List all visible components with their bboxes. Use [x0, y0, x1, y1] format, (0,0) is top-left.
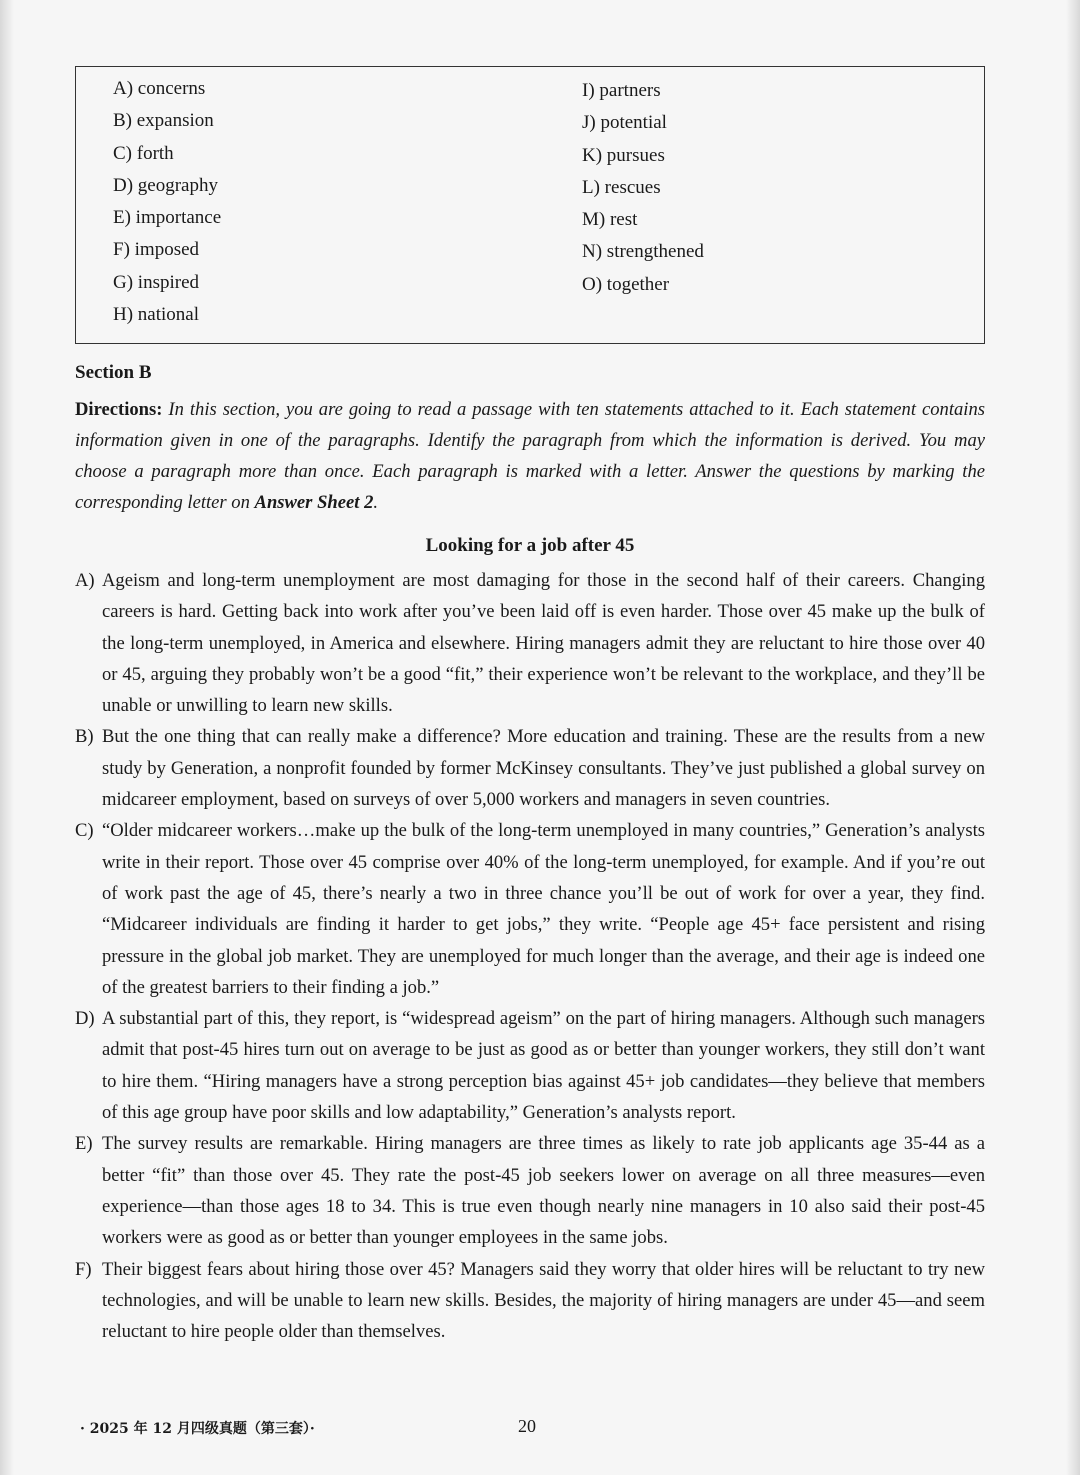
word-option: G) inspired [113, 271, 200, 293]
answer-sheet-reference: Answer Sheet 2 [254, 492, 374, 513]
paragraph-text: The survey results are remarkable. Hiring managers are three times as likely to rate job applicants age 35-44 as a better “fit” than those over 45. They rate the post-45 job seekers lower on average on all three measures—even experience—than those ages 18 to 34. This is true even though nearly nine managers in 10 also said their post-45 workers were as good as or better than younger employees in the same jobs. [102, 1133, 985, 1249]
paragraph-c [75, 815, 985, 1003]
paragraph-e [75, 1128, 985, 1253]
page-edge-left [0, 0, 14, 1475]
word-bank-right-column [582, 77, 704, 303]
paragraph-letter: F) [75, 1258, 92, 1280]
word-option: F) imposed [113, 239, 200, 261]
passage-paragraphs [75, 565, 985, 1347]
word-option: H) national [113, 304, 200, 326]
word-option: N) strengthened [582, 241, 704, 263]
paragraph-letter: C) [75, 820, 94, 842]
paragraph-letter: E) [75, 1133, 93, 1155]
passage-title: Looking for a job after 45 [425, 535, 635, 556]
paragraph-text: Ageism and long-term unemployment are most damaging for those in the second half of their careers. Changing careers is hard. Getting back into work after you’ve been laid off is even harder. Those over 45 make up the bulk of the long-term unemployed, in America and elsewhere. Hiring managers admit they are reluctant to hire those over 40 or 45, arguing they probably won’t be a good “fit,” their experience won’t be relevant to the workplace, and they’ll be unable or unwilling to learn new skills. [102, 570, 985, 717]
word-option: I) partners [582, 80, 661, 101]
directions-end: . [373, 492, 379, 513]
word-option: E) importance [113, 207, 222, 229]
directions-label: Directions: [75, 399, 163, 420]
word-option: B) expansion [113, 110, 214, 132]
directions-text [75, 394, 985, 518]
word-option: L) rescues [582, 176, 661, 198]
word-option: C) forth [113, 142, 174, 164]
paragraph-text: “Older midcareer workers…make up the bulk of the long-term unemployed in many countries,” Generation’s analysts write in their report. Those over 45 comprise over 40% of the long-term unemployed, for example. And if you’re out of work past the age of 45, there’s nearly a two in three chance you’ll be out of work for over a year, they find. “Midcareer individuals are finding it harder to get jobs,” they write. “People age 45+ face persistent and rising pressure in the global job market. They are unemployed for much longer than the average, and their age is indeed one of the greatest barriers to their finding a job.” [102, 820, 985, 998]
word-option: A) concerns [113, 78, 206, 99]
paragraph-a [75, 565, 985, 721]
paragraph-letter: B) [75, 726, 94, 748]
paragraph-letter: A) [75, 570, 95, 591]
footer-exam-label: · 2025 年 12 月四级真题（第三套）· [80, 1421, 315, 1437]
paragraph-d [75, 1003, 985, 1128]
paragraph-text: Their biggest fears about hiring those over 45? Managers said they worry that older hires will be reluctant to try new technologies, and will be unable to learn new skills. Besides, the majority of hiring managers are under 45—and seem reluctant to hire people older than themselves. [102, 1258, 985, 1343]
page-edge-right [1066, 0, 1080, 1475]
paragraph-b [75, 721, 985, 815]
word-bank-box [75, 66, 985, 344]
directions-body: In this section, you are going to read a passage with ten statements attached to it. Each statement contains information given in one of the paragraphs. Identify the paragraph from which the information is derived. You may choose a paragraph more than once. Each paragraph is marked with a letter. Answer the questions by marking the corresponding letter on [75, 399, 985, 513]
paragraph-f [75, 1254, 985, 1348]
word-option: J) potential [582, 112, 667, 134]
word-option: D) geography [113, 174, 218, 196]
word-option: K) pursues [582, 144, 665, 166]
word-option: O) together [582, 273, 670, 295]
paragraph-text: A substantial part of this, they report, is “widespread ageism” on the part of hiring managers. Although such managers admit that post-45 hires turn out on average to be just as good as or better than younger workers, they still don’t want to hire them. “Hiring managers have a strong perception bias against 45+ job candidates—they believe that members of this age group have poor skills and low adaptability,” Generation’s analysts report. [102, 1008, 985, 1124]
page-number: 20 [518, 1416, 536, 1436]
paragraph-letter: D) [75, 1008, 95, 1030]
section-title: Section B [75, 362, 152, 383]
word-bank-left-column [113, 75, 221, 333]
word-option: M) rest [582, 209, 638, 231]
paragraph-text: But the one thing that can really make a difference? More education and training. These are the results from a new study by Generation, a nonprofit founded by former McKinsey consultants. They’ve just published a global survey on midcareer employment, based on surveys of over 5,000 workers and managers in seven countries. [102, 726, 985, 811]
